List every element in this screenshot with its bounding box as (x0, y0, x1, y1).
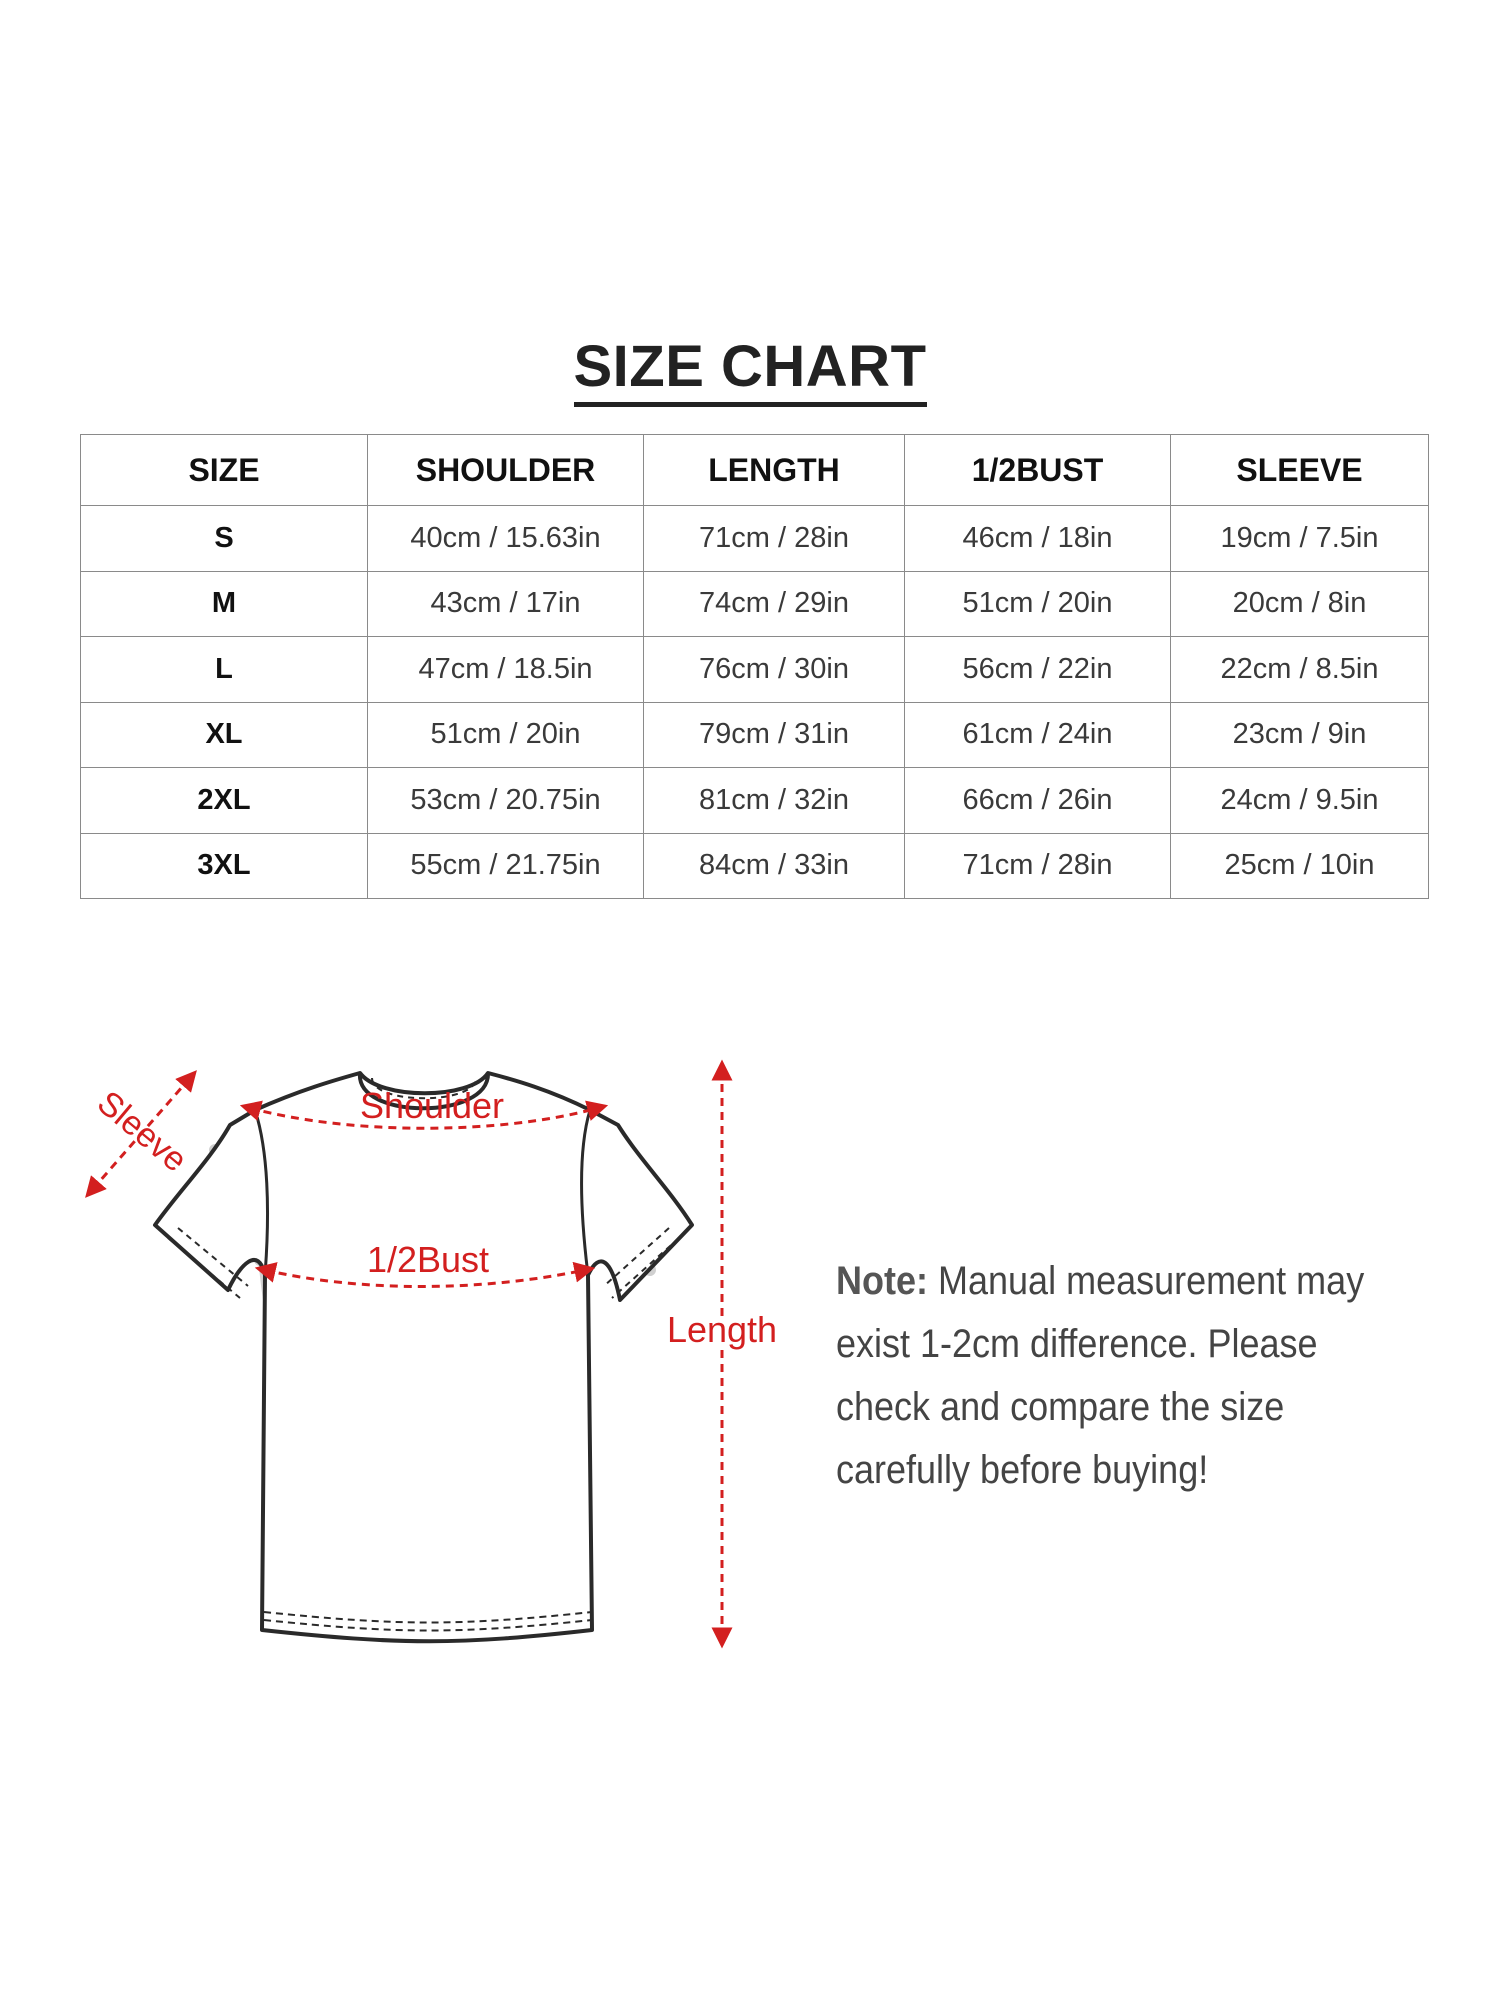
table-cell: 76cm / 30in (644, 637, 905, 703)
header-size: SIZE (81, 435, 368, 506)
table-cell: 56cm / 22in (905, 637, 1171, 703)
sleeve-label: Sleeve (90, 1083, 195, 1180)
table-cell-size: 3XL (81, 833, 368, 899)
length-label: Length (666, 1309, 778, 1350)
measurement-note (836, 1250, 1376, 1502)
table-cell: 74cm / 29in (644, 571, 905, 637)
table-row (81, 571, 1429, 637)
table-cell: 20cm / 8in (1171, 571, 1429, 637)
table-cell-size: L (81, 637, 368, 703)
tshirt-icon (155, 1073, 692, 1641)
table-cell: 51cm / 20in (368, 702, 644, 768)
table-cell-size: XL (81, 702, 368, 768)
table-cell-size: S (81, 506, 368, 572)
bust-label: 1/2Bust (366, 1239, 490, 1280)
table-cell: 84cm / 33in (644, 833, 905, 899)
table-cell: 40cm / 15.63in (368, 506, 644, 572)
note-label: Note: (836, 1259, 928, 1303)
header-length: LENGTH (644, 435, 905, 506)
table-cell: 81cm / 32in (644, 768, 905, 834)
table-cell: 23cm / 9in (1171, 702, 1429, 768)
table-cell-size: 2XL (81, 768, 368, 834)
note-text: Manual measurement may exist 1-2cm difference. Please check and compare the size carefully before buying! (836, 1259, 1365, 1492)
table-cell: 71cm / 28in (644, 506, 905, 572)
tshirt-measurement-diagram (0, 1000, 800, 1700)
shoulder-label: Shoulder (359, 1085, 505, 1126)
table-row (81, 506, 1429, 572)
table-row (81, 833, 1429, 899)
size-chart-title (0, 334, 1500, 407)
table-cell: 25cm / 10in (1171, 833, 1429, 899)
table-cell: 55cm / 21.75in (368, 833, 644, 899)
table-cell: 66cm / 26in (905, 768, 1171, 834)
table-cell: 22cm / 8.5in (1171, 637, 1429, 703)
table-cell-size: M (81, 571, 368, 637)
table-cell: 24cm / 9.5in (1171, 768, 1429, 834)
header-bust: 1/2BUST (905, 435, 1171, 506)
table-cell: 47cm / 18.5in (368, 637, 644, 703)
table-cell: 43cm / 17in (368, 571, 644, 637)
table-cell: 61cm / 24in (905, 702, 1171, 768)
table-cell: 19cm / 7.5in (1171, 506, 1429, 572)
table-row (81, 702, 1429, 768)
table-cell: 71cm / 28in (905, 833, 1171, 899)
table-cell: 79cm / 31in (644, 702, 905, 768)
header-sleeve: SLEEVE (1171, 435, 1429, 506)
table-header-row (81, 435, 1429, 506)
table-cell: 46cm / 18in (905, 506, 1171, 572)
table-row (81, 637, 1429, 703)
table-row (81, 768, 1429, 834)
header-shoulder: SHOULDER (368, 435, 644, 506)
size-table (80, 434, 1429, 899)
table-cell: 53cm / 20.75in (368, 768, 644, 834)
table-cell: 51cm / 20in (905, 571, 1171, 637)
size-chart-title-text: SIZE CHART (574, 338, 927, 407)
